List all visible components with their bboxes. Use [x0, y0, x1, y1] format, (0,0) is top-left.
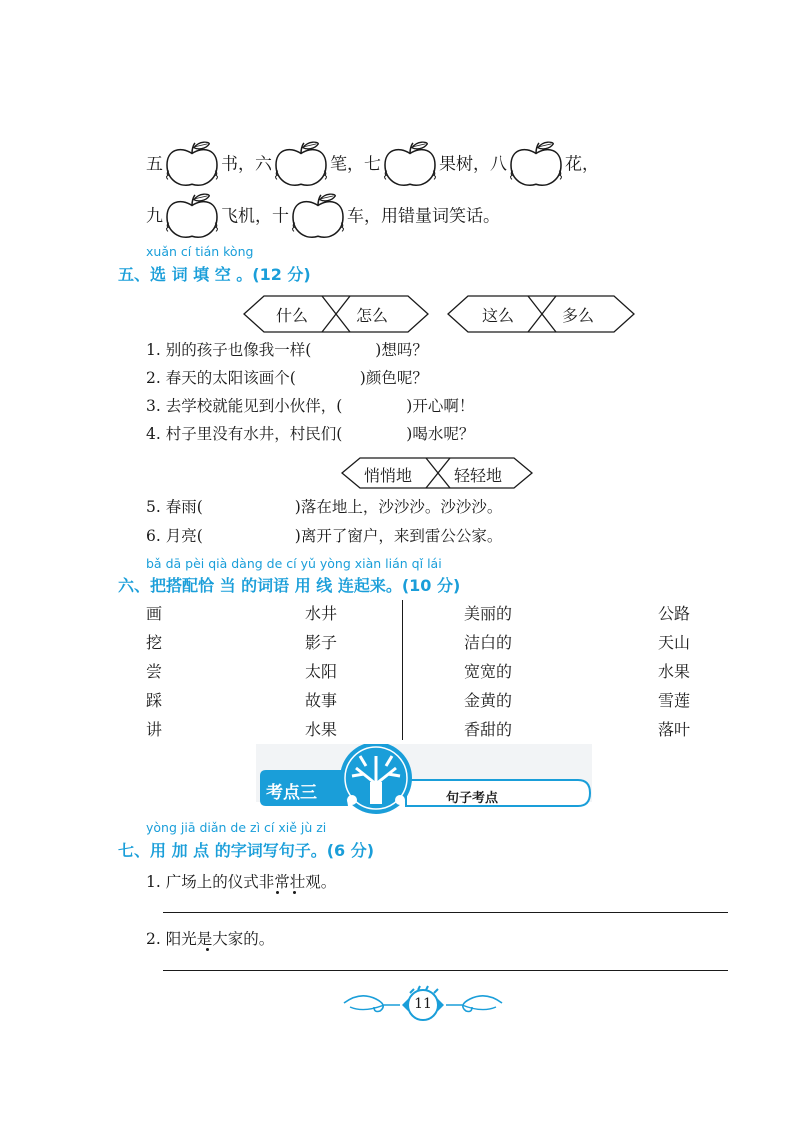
- question-text: )想吗？: [375, 341, 428, 359]
- question-5: [146, 495, 502, 517]
- question-6: [146, 524, 502, 546]
- answer-line[interactable]: [163, 970, 728, 971]
- match-word-col1[interactable]: 挖: [146, 633, 163, 652]
- text-segment: 花，: [565, 154, 599, 175]
- match-word-col4[interactable]: 雪莲: [658, 691, 691, 710]
- word-option[interactable]: 轻轻地: [454, 466, 503, 485]
- word-option[interactable]: 什么: [276, 306, 309, 325]
- match-word-col1[interactable]: 尝: [146, 662, 163, 681]
- text-segment: 五: [146, 154, 163, 175]
- match-word-col1[interactable]: 画: [146, 604, 163, 623]
- text-segment: 九: [146, 206, 163, 227]
- question-7-1: 1. 广场上的仪式非常壮观。: [146, 873, 337, 891]
- question-text: 3. 去学校就能见到小伙伴，(: [146, 397, 343, 415]
- apple-blank-icon[interactable]: [272, 140, 330, 190]
- emphasis-dot: [206, 948, 209, 951]
- emphasis-dot: [276, 891, 279, 894]
- text-segment: 笔，七: [330, 154, 381, 175]
- question-text: )开心啊！: [406, 397, 475, 415]
- apple-blank-icon[interactable]: [163, 140, 221, 190]
- question-text: )颜色呢？: [359, 369, 428, 387]
- match-word-col2[interactable]: 影子: [305, 633, 338, 652]
- answer-line[interactable]: [163, 912, 728, 913]
- match-word-col2[interactable]: 水井: [305, 604, 338, 623]
- match-word-col1[interactable]: 踩: [146, 691, 163, 710]
- match-word-col3[interactable]: 金黄的: [464, 691, 513, 710]
- question-text: )喝水呢？: [406, 425, 475, 443]
- match-word-col2[interactable]: 太阳: [305, 662, 338, 681]
- text-segment: 果树，八: [439, 154, 507, 175]
- apple-blank-icon[interactable]: [507, 140, 565, 190]
- match-word-col3[interactable]: 美丽的: [464, 604, 513, 623]
- question-text: 6. 月亮(: [146, 527, 203, 545]
- word-option[interactable]: 这么: [482, 306, 515, 325]
- match-word-col4[interactable]: 天山: [658, 633, 691, 652]
- match-word-col3[interactable]: 洁白的: [464, 633, 513, 652]
- match-word-col4[interactable]: 水果: [658, 662, 691, 681]
- word-box-2: [446, 294, 636, 334]
- word-option[interactable]: 悄悄地: [364, 466, 413, 485]
- apple-blank-icon[interactable]: [289, 192, 347, 242]
- apple-blank-icon[interactable]: [163, 192, 221, 242]
- banner-subtitle: 句子考点: [446, 791, 499, 806]
- text-segment: 书，六: [221, 154, 272, 175]
- question-7-2: 2. 阳光是大家的。: [146, 930, 275, 948]
- section7-pinyin: yòng jiā diǎn de zì cí xiě jù zi: [146, 820, 327, 835]
- text-segment: 飞机，十: [221, 206, 289, 227]
- match-word-col2[interactable]: 故事: [305, 691, 338, 710]
- column-divider: [402, 600, 403, 740]
- section6-title: 六、把搭配恰 当 的词语 用 线 连起来。(10 分): [118, 576, 461, 595]
- question-text: 1. 别的孩子也像我一样(: [146, 341, 312, 359]
- question-text: 2. 春天的太阳该画个(: [146, 369, 296, 387]
- word-box-1: [242, 294, 430, 334]
- section7-title: 七、用 加 点 的字词写句子。(6 分): [118, 841, 375, 860]
- measure-word-line-2: [146, 192, 500, 242]
- section6-pinyin: bǎ dā pèi qià dàng de cí yǔ yòng xiàn lián qǐ lái: [146, 556, 442, 571]
- word-option[interactable]: 怎么: [356, 306, 389, 325]
- question-text: )落在地上，沙沙沙。沙沙沙。: [294, 498, 503, 516]
- question-text: )离开了窗户，来到雷公公家。: [294, 527, 503, 545]
- question-3: [146, 394, 474, 416]
- match-word-col3[interactable]: 香甜的: [464, 720, 513, 739]
- match-word-col1[interactable]: 讲: [146, 720, 163, 739]
- measure-word-line-1: [146, 140, 599, 190]
- banner-label: 考点三: [266, 783, 317, 803]
- section5-title: 五、选 词 填 空 。(12 分): [118, 265, 311, 284]
- question-text: 4. 村子里没有水井，村民们(: [146, 425, 343, 443]
- emphasis-dot: [293, 891, 296, 894]
- question-4: [146, 422, 474, 444]
- question-2: [146, 366, 428, 388]
- match-word-col3[interactable]: 宽宽的: [464, 662, 513, 681]
- match-word-col2[interactable]: 水果: [305, 720, 338, 739]
- text-segment: 车，用错量词笑话。: [347, 206, 500, 227]
- question-text: 5. 春雨(: [146, 498, 203, 516]
- page-number: 11: [414, 996, 432, 1012]
- question-1: [146, 338, 428, 360]
- match-word-col4[interactable]: 落叶: [658, 720, 691, 739]
- word-option[interactable]: 多么: [562, 306, 595, 325]
- match-word-col4[interactable]: 公路: [658, 604, 691, 623]
- apple-blank-icon[interactable]: [381, 140, 439, 190]
- section5-pinyin: xuǎn cí tián kòng: [146, 244, 254, 259]
